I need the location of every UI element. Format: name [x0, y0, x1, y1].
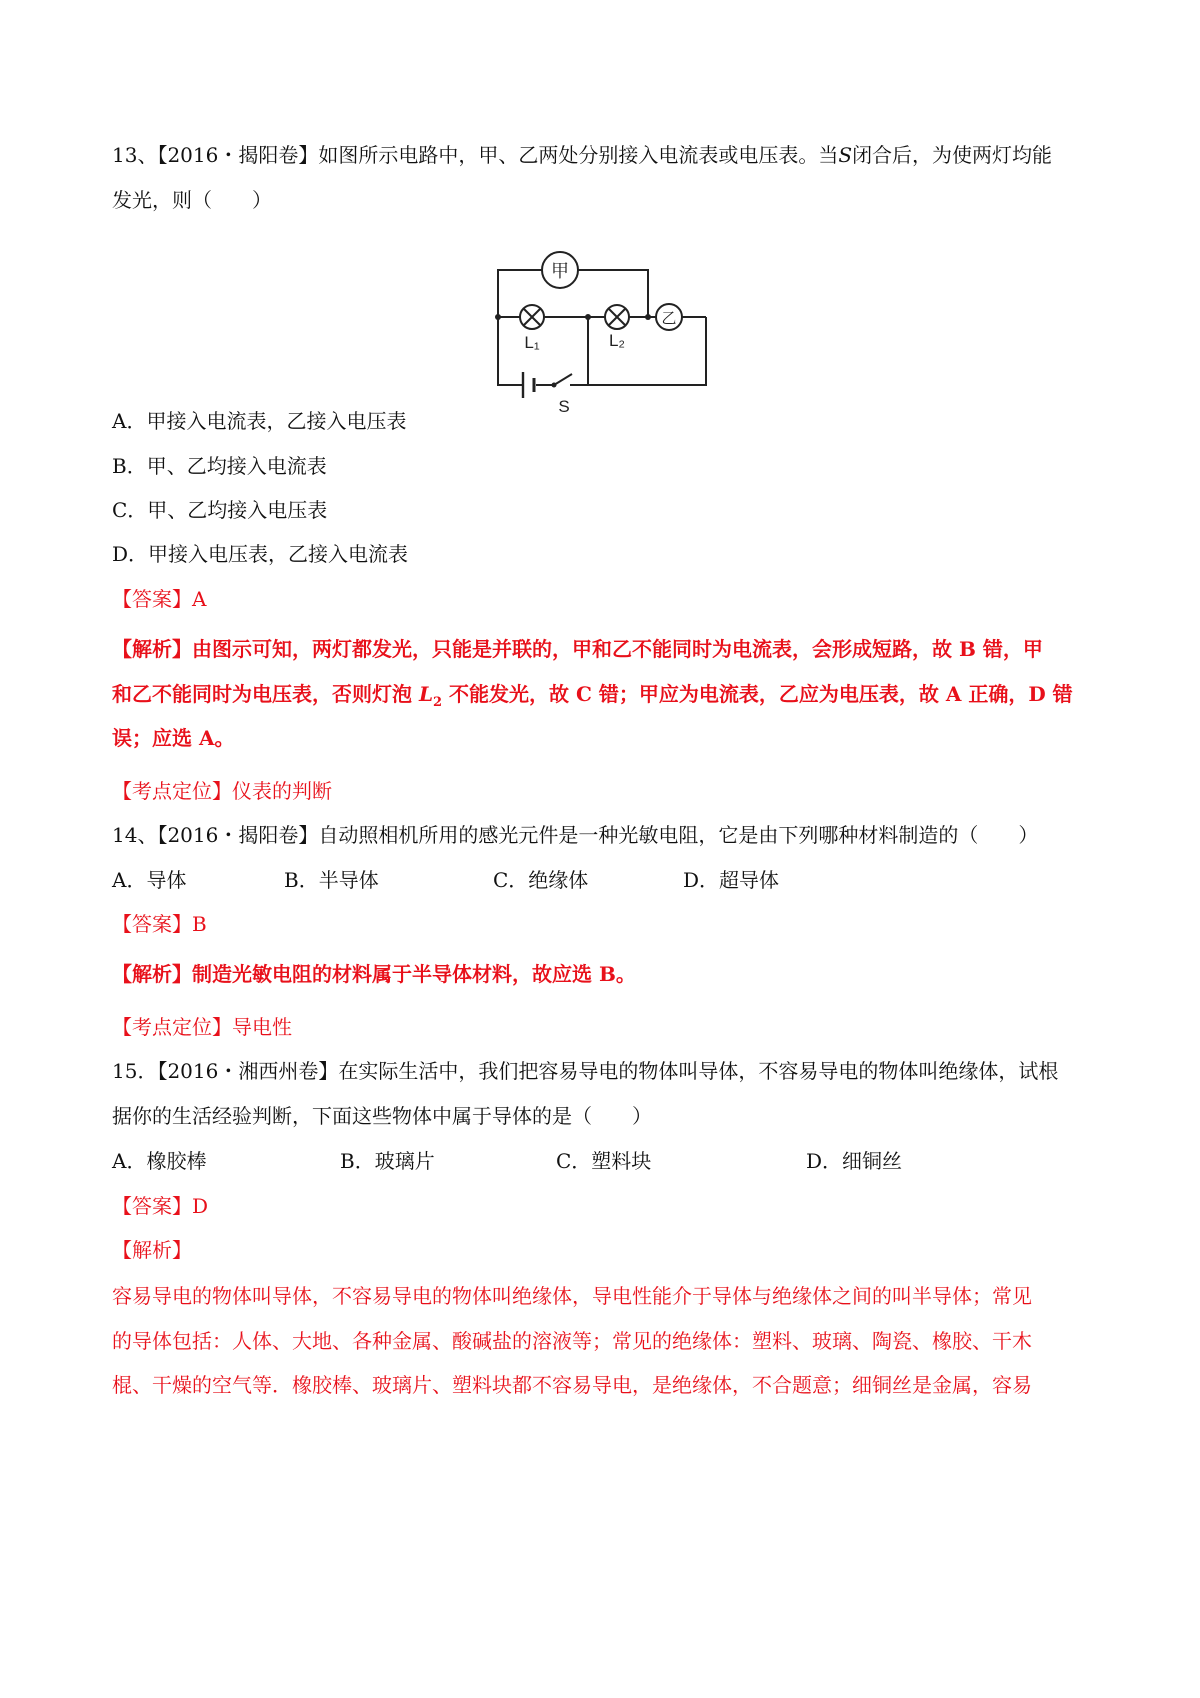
q13-analysis-line2: 和乙不能同时为电压表，否则灯泡 $L_2$ 不能发光，故 C 错；甲应为电流表，乙应为电压表，故 A 正确，D 错	[112, 682, 1073, 710]
q15-analysis-line3: 棍、干燥的空气等．橡胶棒、玻璃片、塑料块都不容易导电，是绝缘体，不合题意；细铜丝是金属，容易	[112, 1373, 1032, 1397]
q14-topic: 【考点定位】导电性	[112, 1015, 292, 1039]
q15-answer: 【答案】D	[112, 1194, 209, 1218]
q14-option-c: C．绝缘体	[493, 868, 589, 892]
q13-option-a: A．甲接入电流表，乙接入电压表	[112, 409, 407, 433]
q14-option-d: D．超导体	[683, 868, 780, 892]
switch-s-label: S	[558, 397, 570, 416]
q14-answer: 【答案】B	[112, 912, 207, 936]
circuit-diagram	[490, 250, 715, 420]
q13-option-d: D．甲接入电压表，乙接入电流表	[112, 542, 409, 566]
q15-stem-line1: 15．【2016・湘西州卷】在实际生活中，我们把容易导电的物体叫导体，不容易导电的物体叫绝缘体，试根	[112, 1059, 1059, 1083]
lamp-l1-label: L₁	[524, 333, 540, 352]
q14-option-a: A．导体	[112, 868, 187, 892]
meter-jia-label: 甲	[551, 261, 569, 281]
q13-analysis-line1: 【解析】由图示可知，两灯都发光，只能是并联的，甲和乙不能同时为电流表，会形成短路，故 B 错，甲	[112, 637, 1043, 661]
q15-option-a: A．橡胶棒	[112, 1149, 207, 1173]
q13-stem-var: S	[838, 143, 853, 167]
q13-option-b: B．甲、乙均接入电流表	[112, 454, 327, 478]
q15-option-d: D．细铜丝	[806, 1149, 903, 1173]
q13-analysis-line3: 误；应选 A。	[112, 726, 235, 750]
q15-analysis-line2: 的导体包括：人体、大地、各种金属、酸碱盐的溶液等；常见的绝缘体：塑料、玻璃、陶瓷、橡胶、干木	[112, 1329, 1032, 1353]
q15-analysis-label: 【解析】	[112, 1238, 192, 1262]
q14-analysis: 【解析】制造光敏电阻的材料属于半导体材料，故应选 B。	[112, 962, 636, 986]
q15-stem-line2: 据你的生活经验判断，下面这些物体中属于导体的是（ ）	[112, 1104, 652, 1128]
q13-answer: 【答案】A	[112, 587, 207, 611]
q14-stem: 14、【2016・揭阳卷】自动照相机所用的感光元件是一种光敏电阻，它是由下列哪种材料制造的（ ）	[112, 823, 1039, 847]
q14-option-b: B．半导体	[284, 868, 379, 892]
q13-topic: 【考点定位】仪表的判断	[112, 779, 332, 803]
lamp-l2-label: L₂	[608, 331, 626, 350]
q13-option-c: C．甲、乙均接入电压表	[112, 498, 328, 522]
meter-yi-label: 乙	[661, 310, 677, 327]
q15-option-c: C．塑料块	[556, 1149, 652, 1173]
q13-stem-line2: 发光，则（ ）	[112, 188, 272, 212]
q15-analysis-line1: 容易导电的物体叫导体，不容易导电的物体叫绝缘体，导电性能介于导体与绝缘体之间的叫半导体；常见	[112, 1284, 1032, 1308]
q13-stem-line1: 13、【2016・揭阳卷】如图所示电路中，甲、乙两处分别接入电流表或电压表。当S闭合后，为使两灯均能	[112, 143, 1053, 167]
q15-option-b: B．玻璃片	[340, 1149, 435, 1173]
